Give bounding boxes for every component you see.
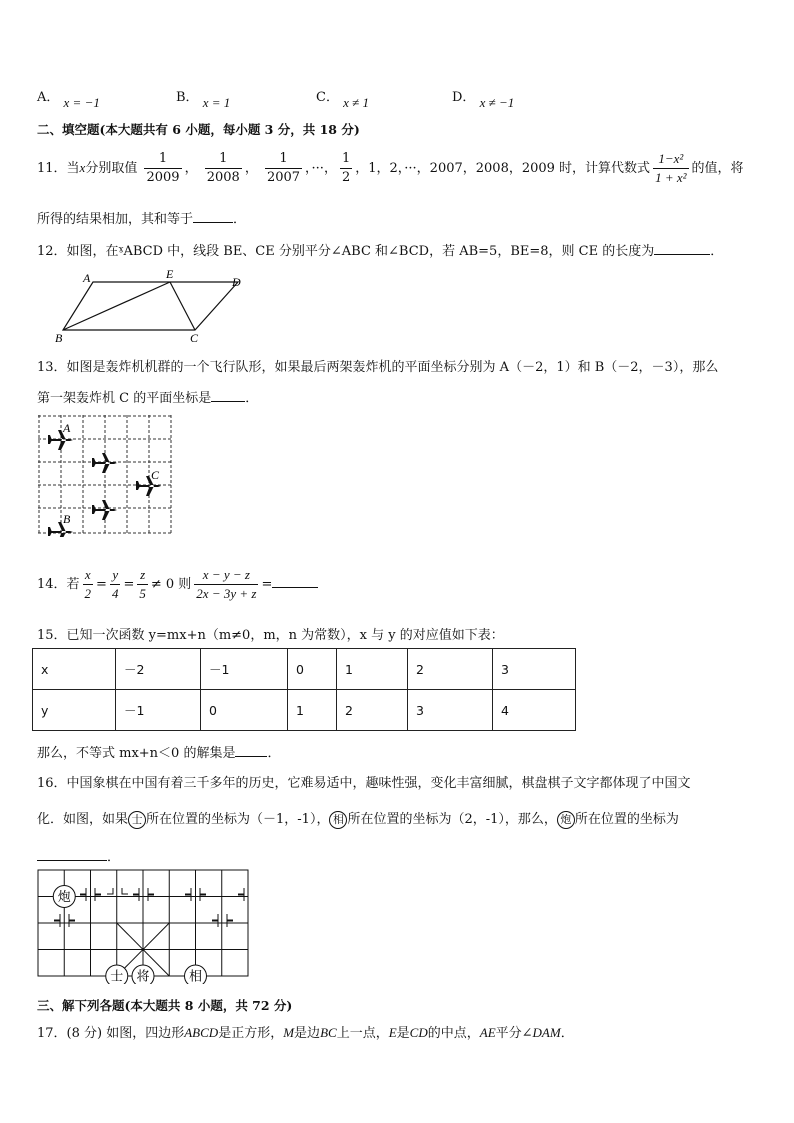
section3-title: 三、解下列各题(本大题共 8 小题，共 72 分) (37, 998, 293, 1013)
q12-end: ． (710, 244, 724, 259)
q11-frac1-num: 1 (144, 150, 181, 169)
q11-prefix: 11．当 (37, 161, 80, 176)
airplane-icon-4 (92, 500, 117, 520)
table-cell: 0 (288, 649, 337, 690)
q17-m: 平分∠ (495, 1026, 533, 1041)
piece-jiang-label: 将 (136, 969, 150, 984)
table-row (33, 649, 576, 690)
q11-line2 (37, 208, 246, 227)
q17-c: 是正方形， (218, 1026, 284, 1041)
table-cell: －1 (201, 649, 288, 690)
label-d: D (232, 275, 241, 289)
q14-expr-den: 2x − 3y + z (196, 586, 257, 601)
q11-frac2-den: 2008 (206, 170, 240, 185)
q13-line2-text: 第一架轰炸机 C 的平面坐标是 (37, 391, 212, 406)
q16-line2a: 化．如图，如果 (37, 812, 129, 827)
option-d-letter: D． (452, 90, 476, 105)
label-b: B (55, 331, 63, 345)
q16-line2c: 所在位置的坐标为（2，-1），那么， (347, 812, 557, 827)
q16-end: ． (107, 850, 121, 865)
q17-h: E (388, 1025, 397, 1040)
piece-shi-label: 士 (110, 969, 124, 984)
q14-prefix: 14．若 (37, 577, 80, 592)
q17-e: 是边 (294, 1026, 321, 1041)
q11-frac3-num: 1 (265, 150, 302, 169)
q14-line: 14．若 $\frac{x}{2}$ = $\frac{y}{4}$ = $\frac{z}{5}$ ≠ 0 则 $\frac{x - y - z}{2x - 3y + z}$ = (37, 566, 318, 603)
segment-be (63, 282, 170, 330)
q15-answer-blank (235, 744, 267, 757)
q14-expr (194, 566, 258, 603)
q15-after-text: 那么，不等式 mx+n＜0 的解集是 (37, 746, 236, 761)
q16-line2d: 所在位置的坐标为 (574, 812, 679, 827)
piece-jiang (132, 965, 154, 984)
q17-k: 的中点， (427, 1026, 480, 1041)
q11-frac2 (205, 150, 242, 187)
q16-line2b: 所在位置的坐标为（－1，-1）， (146, 812, 330, 827)
q13-grid-figure (38, 415, 174, 537)
q11-frac3-den: 2007 (266, 170, 301, 185)
shi-piece-icon: 士 (128, 811, 146, 829)
q11-mid: 分别取值 (85, 161, 138, 176)
table-cell: x (33, 649, 116, 690)
label-e: E (166, 268, 174, 281)
option-d-expr: x ≠ −1 (479, 95, 515, 110)
option-a-expr: x = −1 (63, 95, 100, 110)
q14-frac-y-den: 4 (111, 586, 119, 601)
q14-frac-z-num: z (137, 566, 148, 585)
q17-n: DAM (532, 1025, 561, 1040)
q12-statement: 12．如图，在ˠABCD 中，线段 BE、CE 分别平分∠ABC 和∠BCD，若 AB=5，BE=8，则 CE 的长度为 (37, 244, 655, 259)
q17-f: BC (320, 1025, 337, 1040)
option-a-letter: A． (37, 90, 60, 105)
q16-line2 (37, 808, 679, 829)
q14-frac-y-num: y (110, 566, 121, 585)
q17-l: AE (479, 1025, 496, 1040)
pao-piece-icon: 炮 (557, 811, 575, 829)
q17-a: 17．(8 分) 如图，四边形 (37, 1026, 185, 1041)
q14-frac-x-den: 2 (84, 586, 92, 601)
table-cell: 3 (493, 649, 576, 690)
q17-line (37, 1022, 574, 1041)
q11-frac2-num: 1 (205, 150, 242, 169)
q15-after (37, 742, 280, 761)
parallelogram-abcd (63, 282, 238, 330)
table-cell: 3 (408, 690, 493, 731)
q12-text (37, 240, 723, 259)
q17-g: 上一点， (336, 1026, 389, 1041)
label-plane-a: A (63, 421, 71, 435)
piece-pao-label: 炮 (57, 890, 71, 905)
table-cell: y (33, 690, 116, 731)
q15-text: 15．已知一次函数 y=mx+n（m≠0，m，n 为常数），x 与 y 的对应值如下表： (37, 628, 504, 643)
q17-j: CD (409, 1025, 428, 1040)
q16-chess-board-figure (36, 868, 252, 984)
q14-frac-z-den: 5 (139, 586, 146, 601)
option-b-letter: B． (176, 90, 199, 105)
table-cell: 2 (408, 649, 493, 690)
option-a (37, 86, 100, 110)
q12-parallelogram-figure (50, 268, 250, 346)
table-cell: 1 (288, 690, 337, 731)
q14-frac-x (83, 566, 94, 603)
option-c (316, 86, 369, 110)
option-b (176, 86, 231, 110)
q12-answer-blank (654, 242, 710, 255)
q11-line1: 11．当x分别取值 $\frac{1}{2009}$ ， $\frac{1}{2008}$ ， $\frac{1}{2007}$ ，···， $\frac{1}{2}$ ，1，2，···，2007，2008，2009 时，计算代数式 $\frac{\text{1−x²}}{\text{1 + x²}}$ 的值，将 (37, 151, 744, 185)
q11-frac1-den: 2009 (146, 170, 180, 185)
q11-frac1 (144, 150, 181, 187)
segment-ce (170, 282, 195, 330)
table-row (33, 690, 576, 731)
q11-end: 的值，将 (691, 161, 744, 176)
q15-end: ． (267, 746, 281, 761)
option-b-expr: x = 1 (202, 95, 231, 110)
piece-xiang-label: 相 (188, 969, 203, 984)
q11-frac4-den: 2 (341, 170, 351, 185)
q13-line1: 13．如图是轰炸机机群的一个飞行队形，如果最后两架轰炸机的平面坐标分别为 A（－2，1）和 B（－2，－3），那么 (37, 360, 719, 375)
q17-b: ABCD (184, 1025, 219, 1040)
q16-line1: 16．中国象棋在中国有着三千多年的历史，它难易适中，趣味性强，变化丰富细腻，棋盘棋子文字都体现了中国文 (37, 776, 691, 791)
q14-neq: ≠ 0 则 (150, 577, 192, 592)
q11-frac4 (340, 150, 352, 187)
option-c-letter: C． (316, 90, 339, 105)
q14-frac-x-num: x (83, 566, 94, 585)
table-cell: 4 (493, 690, 576, 731)
q13-line2 (37, 387, 258, 406)
label-c: C (190, 331, 199, 345)
q11-line2-text: 所得的结果相加，其和等于 (37, 212, 194, 227)
piece-pao (53, 886, 75, 908)
q15-value-table (32, 648, 576, 731)
q14-frac-y (110, 566, 121, 603)
q11-answer-blank (193, 210, 233, 223)
q11-frac4-num: 1 (340, 150, 352, 169)
table-cell: 2 (337, 690, 408, 731)
q14-eq: = (261, 577, 273, 592)
q11-expr-num: 1−x² (653, 150, 688, 169)
q14-frac-z (137, 566, 148, 603)
q13-end: ． (245, 391, 259, 406)
q17-o: ． (560, 1026, 574, 1041)
table-cell: －1 (116, 690, 201, 731)
q11-expr (653, 150, 688, 187)
q16-answer (37, 846, 120, 865)
q11-tail: ，1，2，···，2007，2008，2009 时，计算代数式 (355, 161, 651, 176)
q14-expr-num: x − y − z (194, 566, 258, 585)
q11-dots: ，···， (305, 161, 337, 176)
table-cell: －2 (116, 649, 201, 690)
q14-answer-blank (272, 575, 318, 588)
piece-shi (106, 965, 128, 984)
q11-line2-end: ． (233, 212, 247, 227)
label-plane-c: C (151, 468, 160, 482)
q13-answer-blank (211, 389, 245, 402)
xiang-piece-icon: 相 (329, 811, 347, 829)
piece-xiang (185, 965, 207, 984)
option-d (452, 86, 515, 110)
airplane-icon-2 (92, 453, 117, 473)
q17-i: 是 (396, 1026, 410, 1041)
label-plane-b: B (63, 512, 71, 526)
label-a: A (83, 271, 91, 285)
q17-d: M (283, 1025, 295, 1040)
q16-answer-blank (37, 848, 107, 861)
table-cell: 1 (337, 649, 408, 690)
option-c-expr: x ≠ 1 (343, 95, 369, 110)
section2-title: 二、填空题(本大题共有 6 小题，每小题 3 分，共 18 分) (37, 122, 360, 137)
position-marks (54, 888, 244, 927)
q11-frac3 (265, 150, 302, 187)
q11-expr-den: 1 + x² (655, 170, 687, 185)
q11-var: x (79, 160, 86, 175)
table-cell: 0 (201, 690, 288, 731)
